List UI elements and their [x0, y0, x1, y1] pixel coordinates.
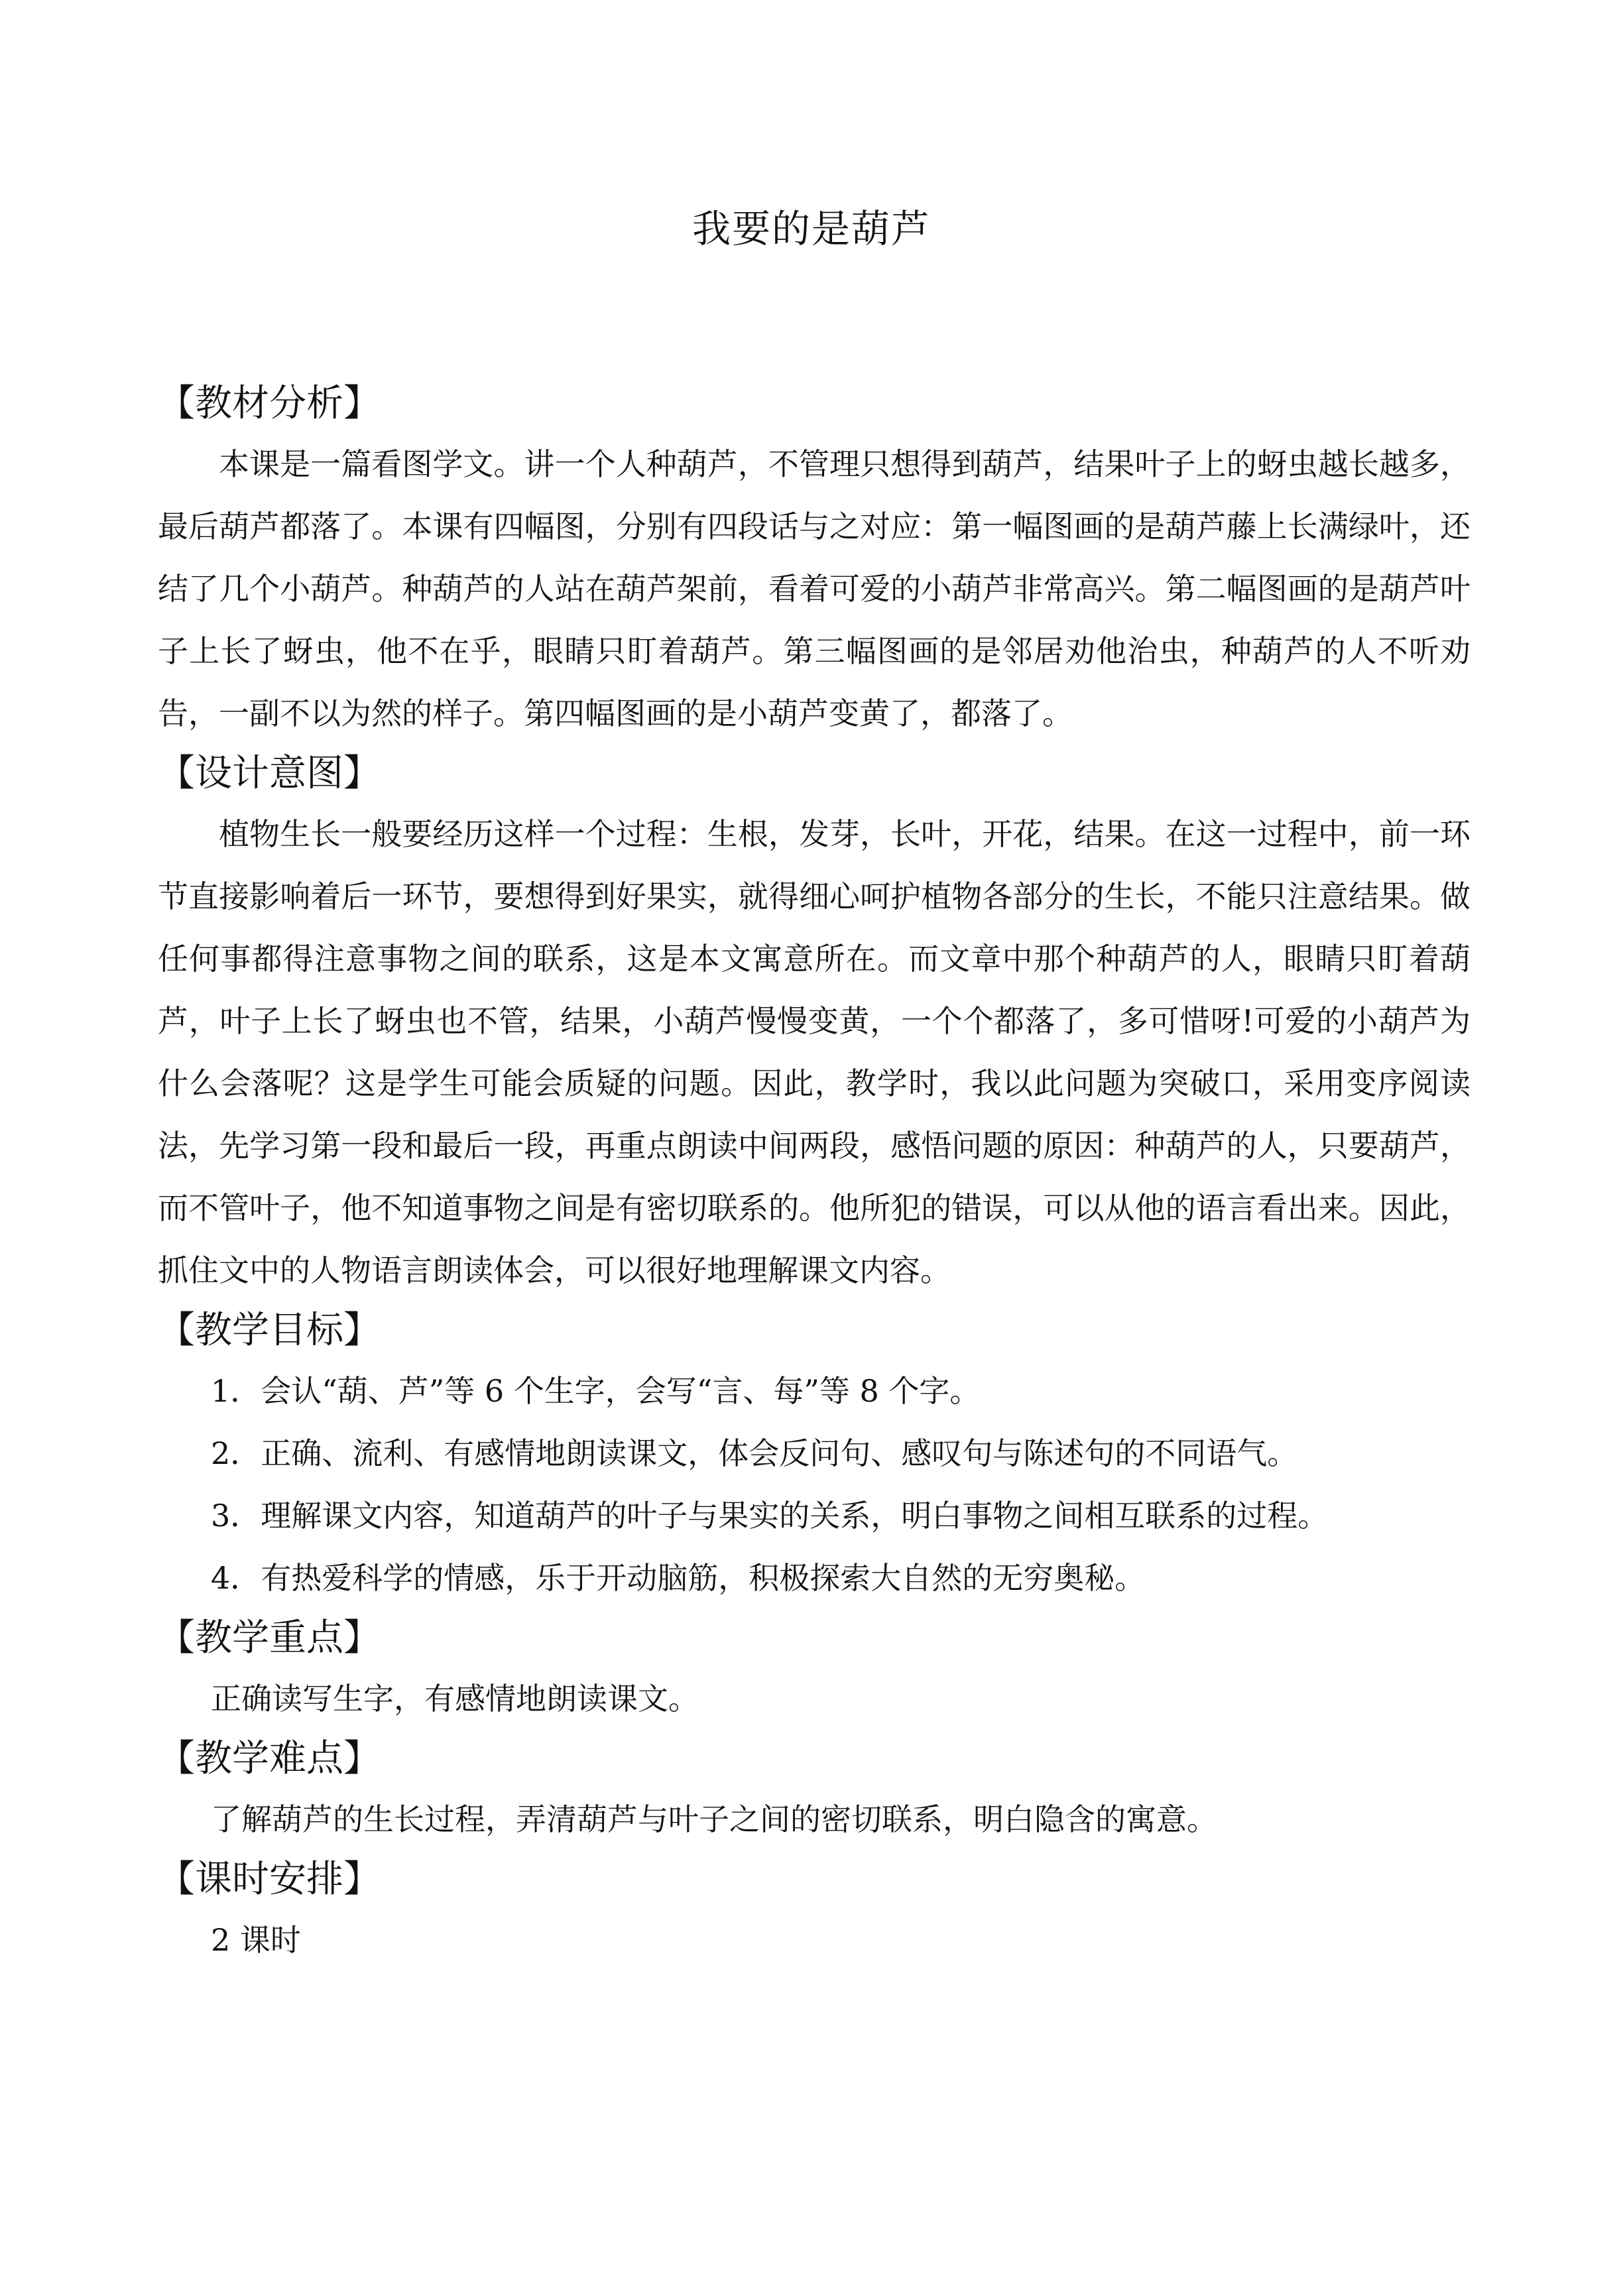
section-heading-key-points: 【教学重点】 [158, 1616, 381, 1660]
section-heading-teaching-goals: 【教学目标】 [158, 1309, 381, 1352]
teaching-goal-item: 3．理解课文内容，知道葫芦的叶子与果实的关系，明白事物之间相互联系的过程。 [211, 1498, 1329, 1534]
schedule-text: 2 课时 [211, 1922, 301, 1958]
document-body [158, 375, 1471, 1971]
material-analysis-paragraph: 本课是一篇看图学文。讲一个人种葫芦，不管理只想得到葫芦，结果叶子上的蚜虫越长越多，最后葫芦都落了。本课有四幅图，分别有四段话与之对应：第一幅图画的是葫芦藤上长满绿叶，还结了几个小葫芦。种葫芦的人站在葫芦架前，看着可爱的小葫芦非常高兴。第二幅图画的是葫芦叶子上长了蚜虫，他不在乎，眼睛只盯着葫芦。第三幅图画的是邻居劝他治虫，种葫芦的人不听劝告，一副不以为然的样子。第四幅图画的是小葫芦变黄了，都落了。 [158, 446, 1471, 731]
teaching-goal-item: 1．会认“葫、芦”等 6 个生字，会写“言、每”等 8 个字。 [211, 1373, 981, 1409]
section-heading-material-analysis: 【教材分析】 [158, 382, 381, 425]
section-heading-difficulties: 【教学难点】 [158, 1737, 381, 1780]
teaching-goal-item: 4．有热爱科学的情感，乐于开动脑筋，积极探索大自然的无穷奥秘。 [211, 1560, 1146, 1596]
design-intent-paragraph: 植物生长一般要经历这样一个过程：生根，发芽，长叶，开花，结果。在这一过程中，前一环节直接影响着后一环节，要想得到好果实，就得细心呵护植物各部分的生长，不能只注意结果。做任何事都得注意事物之间的联系，这是本文寓意所在。而文章中那个种葫芦的人，眼睛只盯着葫芦，叶子上长了蚜虫也不管，结果，小葫芦慢慢变黄，一个个都落了，多可惜呀!可爱的小葫芦为什么会落呢？这是学生可能会质疑的问题。因此，教学时，我以此问题为突破口，采用变序阅读法，先学习第一段和最后一段，再重点朗读中间两段，感悟问题的原因：种葫芦的人，只要葫芦，而不管叶子，他不知道事物之间是有密切联系的。他所犯的错误，可以从他的语言看出来。因此，抓住文中的人物语言朗读体会，可以很好地理解课文内容。 [158, 816, 1471, 1288]
difficulties-text: 了解葫芦的生长过程，弄清葫芦与叶子之间的密切联系，明白隐含的寓意。 [211, 1801, 1217, 1837]
section-heading-design-intent: 【设计意图】 [158, 752, 381, 795]
section-heading-schedule: 【课时安排】 [158, 1858, 381, 1901]
teaching-goal-item: 2．正确、流利、有感情地朗读课文，体会反问句、感叹句与陈述句的不同语气。 [211, 1435, 1298, 1471]
page-title: 我要的是葫芦 [691, 206, 931, 251]
key-points-text: 正确读写生字，有感情地朗读课文。 [211, 1681, 699, 1717]
